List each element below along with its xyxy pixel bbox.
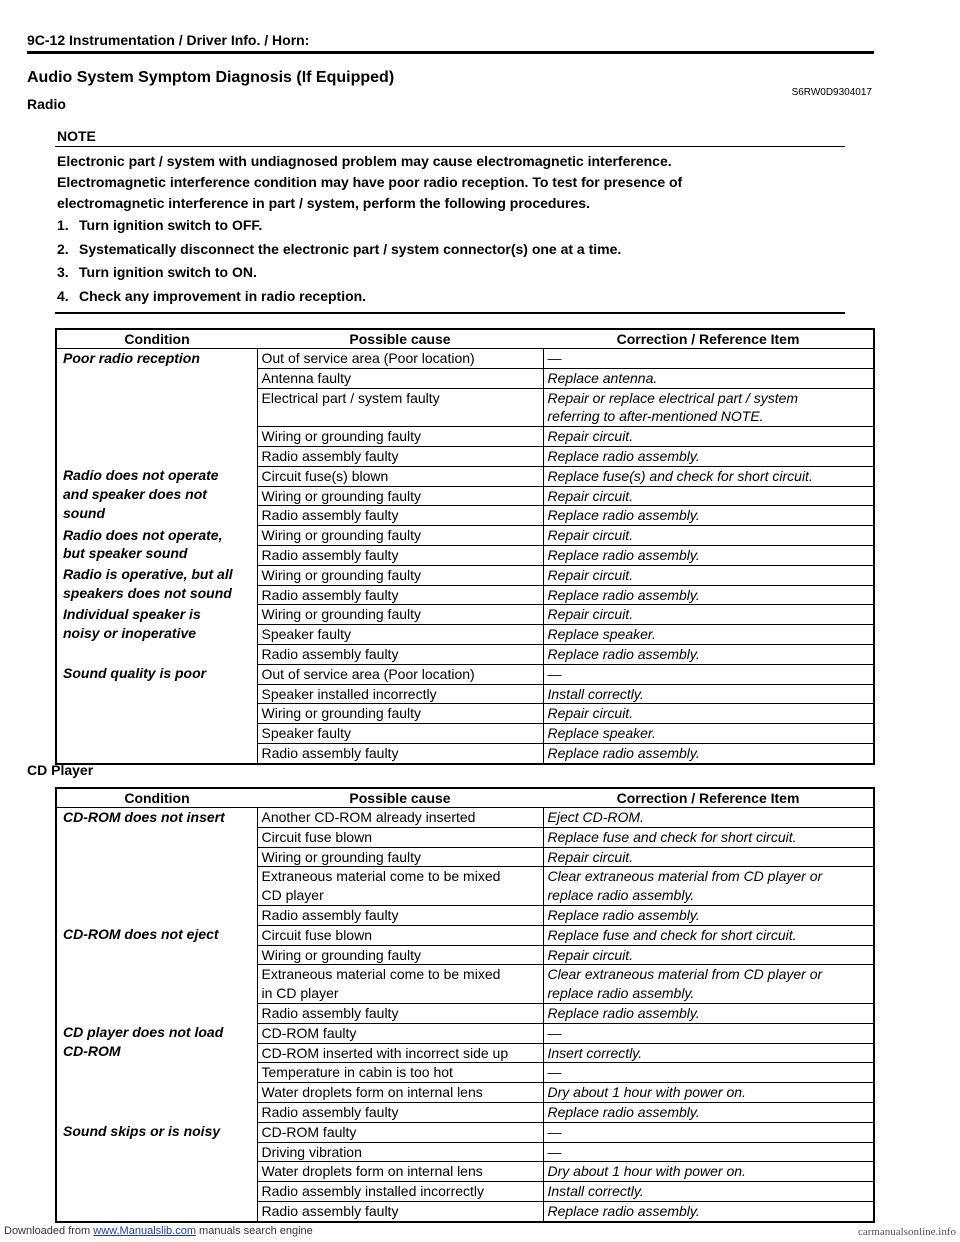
correction-line: replace radio assembly. <box>547 985 695 1002</box>
correction-line: Replace radio assembly. <box>547 1202 700 1219</box>
cause-line: Another CD-ROM already inserted <box>261 809 476 825</box>
possible-cause-cell <box>257 625 543 645</box>
note-box <box>55 126 845 314</box>
correction-cell <box>543 743 874 763</box>
possible-cause-cell <box>257 466 543 486</box>
condition-line: Sound skips or is noisy <box>63 1123 221 1140</box>
correction-line: Replace radio assembly. <box>547 546 700 563</box>
cause-line: Radio assembly faulty <box>261 645 399 662</box>
table-header-row <box>56 329 874 349</box>
correction-cell <box>543 565 874 585</box>
correction-cell <box>543 644 874 664</box>
cause-line: Driving vibration <box>261 1143 362 1160</box>
correction-line: Replace speaker. <box>547 725 656 742</box>
cd-player-diagnosis-table <box>55 787 875 1223</box>
cause-line: Radio assembly faulty <box>261 1202 399 1219</box>
correction-cell <box>543 625 874 645</box>
correction-cell <box>543 925 874 945</box>
correction-line: — <box>547 1064 562 1081</box>
condition-line: speakers does not sound <box>63 585 232 602</box>
possible-cause-cell <box>257 1122 543 1142</box>
correction-line: Replace fuse and check for short circuit. <box>547 926 797 943</box>
correction-cell <box>543 704 874 724</box>
possible-cause-cell <box>257 1043 543 1063</box>
condition-line: CD player does not load <box>63 1024 224 1041</box>
table-row <box>56 1122 874 1142</box>
manualslib-link[interactable]: www.Manualslib.com <box>93 1225 196 1237</box>
correction-line: Repair circuit. <box>547 848 634 865</box>
correction-line: — <box>547 350 562 366</box>
cause-line: Radio assembly faulty <box>261 906 399 923</box>
correction-cell <box>543 526 874 546</box>
condition-line: noisy or inoperative <box>63 624 197 641</box>
correction-line: Repair circuit. <box>547 566 634 583</box>
note-step-number: 4. <box>57 287 69 304</box>
cause-line: Speaker installed incorrectly <box>261 685 437 702</box>
correction-line: Replace radio assembly. <box>547 1103 700 1120</box>
possible-cause-cell <box>257 704 543 724</box>
correction-line: — <box>547 1024 562 1041</box>
header-correction: Correction / Reference Item <box>543 788 874 808</box>
note-paragraph-line: Electromagnetic interference condition may have poor radio reception. To test for presence of <box>57 174 683 190</box>
possible-cause-cell <box>257 1162 543 1182</box>
possible-cause-cell <box>257 545 543 565</box>
correction-line: Dry about 1 hour with power on. <box>547 1163 746 1180</box>
note-heading: NOTE <box>55 126 845 147</box>
correction-line: Repair circuit. <box>547 606 634 623</box>
radio-subheading: Radio <box>27 96 66 112</box>
watermark: carmanualsonline.info <box>857 1226 956 1238</box>
possible-cause-cell <box>257 1142 543 1162</box>
page-header: 9C-12 Instrumentation / Driver Info. / Horn: <box>27 32 310 48</box>
possible-cause-cell <box>257 388 543 427</box>
note-step <box>55 238 845 262</box>
table-row <box>56 605 874 625</box>
cause-line: CD-ROM faulty <box>261 1024 357 1041</box>
condition-cell <box>56 925 257 1023</box>
possible-cause-cell <box>257 743 543 763</box>
possible-cause-cell <box>257 644 543 664</box>
cause-line: Extraneous material come to be mixed <box>261 868 501 885</box>
possible-cause-cell <box>257 1182 543 1202</box>
correction-line: Replace radio assembly. <box>547 507 700 524</box>
cause-line: Extraneous material come to be mixed <box>261 966 501 983</box>
correction-line: Install correctly. <box>547 1183 644 1200</box>
note-paragraph-line: Electronic part / system with undiagnosed problem may cause electromagnetic interference. <box>57 153 672 169</box>
cause-line: Speaker faulty <box>261 725 351 742</box>
correction-line: — <box>547 1123 562 1140</box>
correction-line: Replace speaker. <box>547 626 656 643</box>
possible-cause-cell <box>257 1102 543 1122</box>
possible-cause-cell <box>257 565 543 585</box>
cause-line: CD player <box>261 887 324 904</box>
correction-cell <box>543 827 874 847</box>
cause-line: Circuit fuse(s) blown <box>261 467 389 484</box>
possible-cause-cell <box>257 724 543 744</box>
cause-line: Water droplets form on internal lens <box>261 1084 483 1101</box>
cause-line: Wiring or grounding faulty <box>261 428 422 445</box>
condition-cell <box>56 605 257 664</box>
condition-line: Poor radio reception <box>63 350 200 366</box>
condition-line: Radio does not operate, <box>63 526 223 543</box>
possible-cause-cell <box>257 867 543 906</box>
correction-cell <box>543 388 874 427</box>
note-step-number: 2. <box>57 240 69 257</box>
cause-line: CD-ROM faulty <box>261 1123 357 1140</box>
correction-line: Insert correctly. <box>547 1044 643 1061</box>
correction-line: Repair circuit. <box>547 946 634 963</box>
table-header-row <box>56 788 874 808</box>
condition-cell <box>56 349 257 467</box>
cause-line: Wiring or grounding faulty <box>261 946 422 963</box>
correction-line: replace radio assembly. <box>547 887 695 904</box>
correction-cell <box>543 545 874 565</box>
note-step <box>55 285 845 309</box>
cause-line: Out of service area (Poor location) <box>261 350 475 366</box>
correction-cell <box>543 1122 874 1142</box>
table-row <box>56 349 874 369</box>
correction-cell <box>543 965 874 1004</box>
correction-line: Repair circuit. <box>547 487 634 504</box>
correction-line: — <box>547 1143 562 1160</box>
possible-cause-cell <box>257 368 543 388</box>
correction-line: Replace antenna. <box>547 369 658 386</box>
possible-cause-cell <box>257 446 543 466</box>
possible-cause-cell <box>257 526 543 546</box>
source-prefix: Downloaded from <box>4 1225 91 1237</box>
correction-line: Replace radio assembly. <box>547 744 700 761</box>
cause-line: Wiring or grounding faulty <box>261 705 422 722</box>
possible-cause-cell <box>257 1201 543 1221</box>
condition-cell <box>56 526 257 566</box>
section-code: S6RW0D9304017 <box>791 87 872 98</box>
correction-line: Eject CD-ROM. <box>547 809 644 825</box>
cause-line: Radio assembly installed incorrectly <box>261 1183 485 1200</box>
possible-cause-cell <box>257 847 543 867</box>
header-condition: Condition <box>56 788 257 808</box>
note-step-number: 1. <box>57 217 69 233</box>
table-row <box>56 808 874 828</box>
condition-line: Individual speaker is <box>63 605 201 622</box>
header-correction: Correction / Reference Item <box>543 329 874 349</box>
correction-cell <box>543 1182 874 1202</box>
correction-cell <box>543 605 874 625</box>
correction-cell <box>543 1023 874 1043</box>
possible-cause-cell <box>257 506 543 526</box>
cause-line: Temperature in cabin is too hot <box>261 1064 453 1081</box>
possible-cause-cell <box>257 664 543 684</box>
cause-line: Circuit fuse blown <box>261 926 372 943</box>
correction-cell <box>543 446 874 466</box>
correction-cell <box>543 486 874 506</box>
cause-line: Radio assembly faulty <box>261 1103 399 1120</box>
correction-line: Repair circuit. <box>547 428 634 445</box>
condition-cell <box>56 466 257 525</box>
condition-line: Radio is operative, but all <box>63 566 233 583</box>
correction-cell <box>543 1003 874 1023</box>
condition-line: Sound quality is poor <box>63 665 207 682</box>
possible-cause-cell <box>257 605 543 625</box>
correction-cell <box>543 1102 874 1122</box>
correction-cell <box>543 585 874 605</box>
correction-cell <box>543 466 874 486</box>
correction-cell <box>543 1201 874 1221</box>
correction-cell <box>543 1162 874 1182</box>
correction-cell <box>543 808 874 828</box>
header-condition: Condition <box>56 329 257 349</box>
cause-line: Radio assembly faulty <box>261 507 399 524</box>
correction-cell <box>543 905 874 925</box>
note-step <box>55 214 845 238</box>
condition-line: and speaker does not <box>63 486 207 503</box>
possible-cause-cell <box>257 486 543 506</box>
possible-cause-cell <box>257 684 543 704</box>
correction-line: Replace radio assembly. <box>547 586 700 603</box>
possible-cause-cell <box>257 827 543 847</box>
table-row <box>56 526 874 546</box>
note-step-text: Systematically disconnect the electronic part / system connector(s) one at a time. <box>79 240 622 257</box>
note-step-text: Turn ignition switch to OFF. <box>79 217 263 233</box>
correction-cell <box>543 349 874 369</box>
correction-line: Replace radio assembly. <box>547 447 700 464</box>
correction-cell <box>543 684 874 704</box>
correction-line: Replace radio assembly. <box>547 1004 700 1021</box>
cause-line: Wiring or grounding faulty <box>261 527 422 544</box>
possible-cause-cell <box>257 945 543 965</box>
condition-cell <box>56 1122 257 1221</box>
correction-line: Repair circuit. <box>547 527 634 544</box>
correction-cell <box>543 1083 874 1103</box>
correction-line: — <box>547 665 562 682</box>
possible-cause-cell <box>257 965 543 1004</box>
cause-line: Radio assembly faulty <box>261 586 399 603</box>
cause-line: CD-ROM inserted with incorrect side up <box>261 1044 509 1061</box>
correction-cell <box>543 506 874 526</box>
correction-cell <box>543 664 874 684</box>
cause-line: Wiring or grounding faulty <box>261 848 422 865</box>
cause-line: Radio assembly faulty <box>261 1004 399 1021</box>
correction-line: Replace radio assembly. <box>547 906 700 923</box>
correction-cell <box>543 867 874 906</box>
table-row <box>56 664 874 684</box>
source-suffix: manuals search engine <box>199 1225 313 1237</box>
cause-line: Radio assembly faulty <box>261 744 399 761</box>
possible-cause-cell <box>257 1063 543 1083</box>
table-row <box>56 466 874 486</box>
note-step-text: Check any improvement in radio reception. <box>79 287 367 304</box>
possible-cause-cell <box>257 427 543 447</box>
possible-cause-cell <box>257 585 543 605</box>
note-body <box>55 147 845 314</box>
condition-line: sound <box>63 504 105 521</box>
cause-line: Wiring or grounding faulty <box>261 606 422 623</box>
download-source-line <box>4 1225 313 1237</box>
condition-line: CD-ROM does not insert <box>63 809 225 825</box>
cause-line: Wiring or grounding faulty <box>261 566 422 583</box>
cause-line: Antenna faulty <box>261 369 352 386</box>
correction-line: Install correctly. <box>547 685 644 702</box>
cause-line: Circuit fuse blown <box>261 828 372 845</box>
cause-line: Wiring or grounding faulty <box>261 487 422 504</box>
table-row <box>56 565 874 585</box>
header-rule <box>27 51 874 54</box>
possible-cause-cell <box>257 349 543 369</box>
possible-cause-cell <box>257 1023 543 1043</box>
correction-cell <box>543 1142 874 1162</box>
correction-line: Replace fuse and check for short circuit. <box>547 828 797 845</box>
correction-line: Repair circuit. <box>547 705 634 722</box>
condition-line: CD-ROM <box>63 1043 121 1060</box>
condition-line: but speaker sound <box>63 545 188 562</box>
possible-cause-cell <box>257 925 543 945</box>
condition-cell <box>56 808 257 926</box>
table-row <box>56 925 874 945</box>
correction-line: Dry about 1 hour with power on. <box>547 1084 746 1101</box>
correction-line: Clear extraneous material from CD player or <box>547 966 823 983</box>
condition-line: CD-ROM does not eject <box>63 926 219 943</box>
correction-cell <box>543 945 874 965</box>
header-possible-cause: Possible cause <box>257 788 543 808</box>
radio-diagnosis-table <box>55 328 875 765</box>
correction-cell <box>543 368 874 388</box>
cd-player-subheading: CD Player <box>27 762 94 778</box>
correction-line: Replace fuse(s) and check for short circuit. <box>547 467 813 484</box>
condition-line: Radio does not operate <box>63 467 219 484</box>
cause-line: Speaker faulty <box>261 626 351 643</box>
correction-cell <box>543 724 874 744</box>
cause-line: in CD player <box>261 985 339 1002</box>
note-step-number: 3. <box>57 264 69 280</box>
correction-cell <box>543 1043 874 1063</box>
possible-cause-cell <box>257 1083 543 1103</box>
correction-cell <box>543 847 874 867</box>
correction-line: Clear extraneous material from CD player or <box>547 868 823 885</box>
header-possible-cause: Possible cause <box>257 329 543 349</box>
possible-cause-cell <box>257 905 543 925</box>
condition-cell <box>56 664 257 763</box>
correction-line: Replace radio assembly. <box>547 645 700 662</box>
note-step <box>55 261 845 285</box>
cause-line: Radio assembly faulty <box>261 546 399 563</box>
possible-cause-cell <box>257 1003 543 1023</box>
correction-line: referring to after-mentioned NOTE. <box>547 408 764 425</box>
cause-line: Water droplets form on internal lens <box>261 1163 483 1180</box>
condition-cell <box>56 1023 257 1122</box>
section-title: Audio System Symptom Diagnosis (If Equipped) <box>27 69 395 86</box>
correction-cell <box>543 1063 874 1083</box>
condition-cell <box>56 565 257 605</box>
cause-line: Electrical part / system faulty <box>261 389 440 406</box>
note-step-text: Turn ignition switch to ON. <box>79 264 257 280</box>
note-paragraph-line: electromagnetic interference in part / system, perform the following procedures. <box>57 195 590 211</box>
table-row <box>56 1023 874 1043</box>
possible-cause-cell <box>257 808 543 828</box>
cause-line: Radio assembly faulty <box>261 447 399 464</box>
correction-line: Repair or replace electrical part / system <box>547 389 799 406</box>
correction-cell <box>543 427 874 447</box>
cause-line: Out of service area (Poor location) <box>261 665 475 682</box>
